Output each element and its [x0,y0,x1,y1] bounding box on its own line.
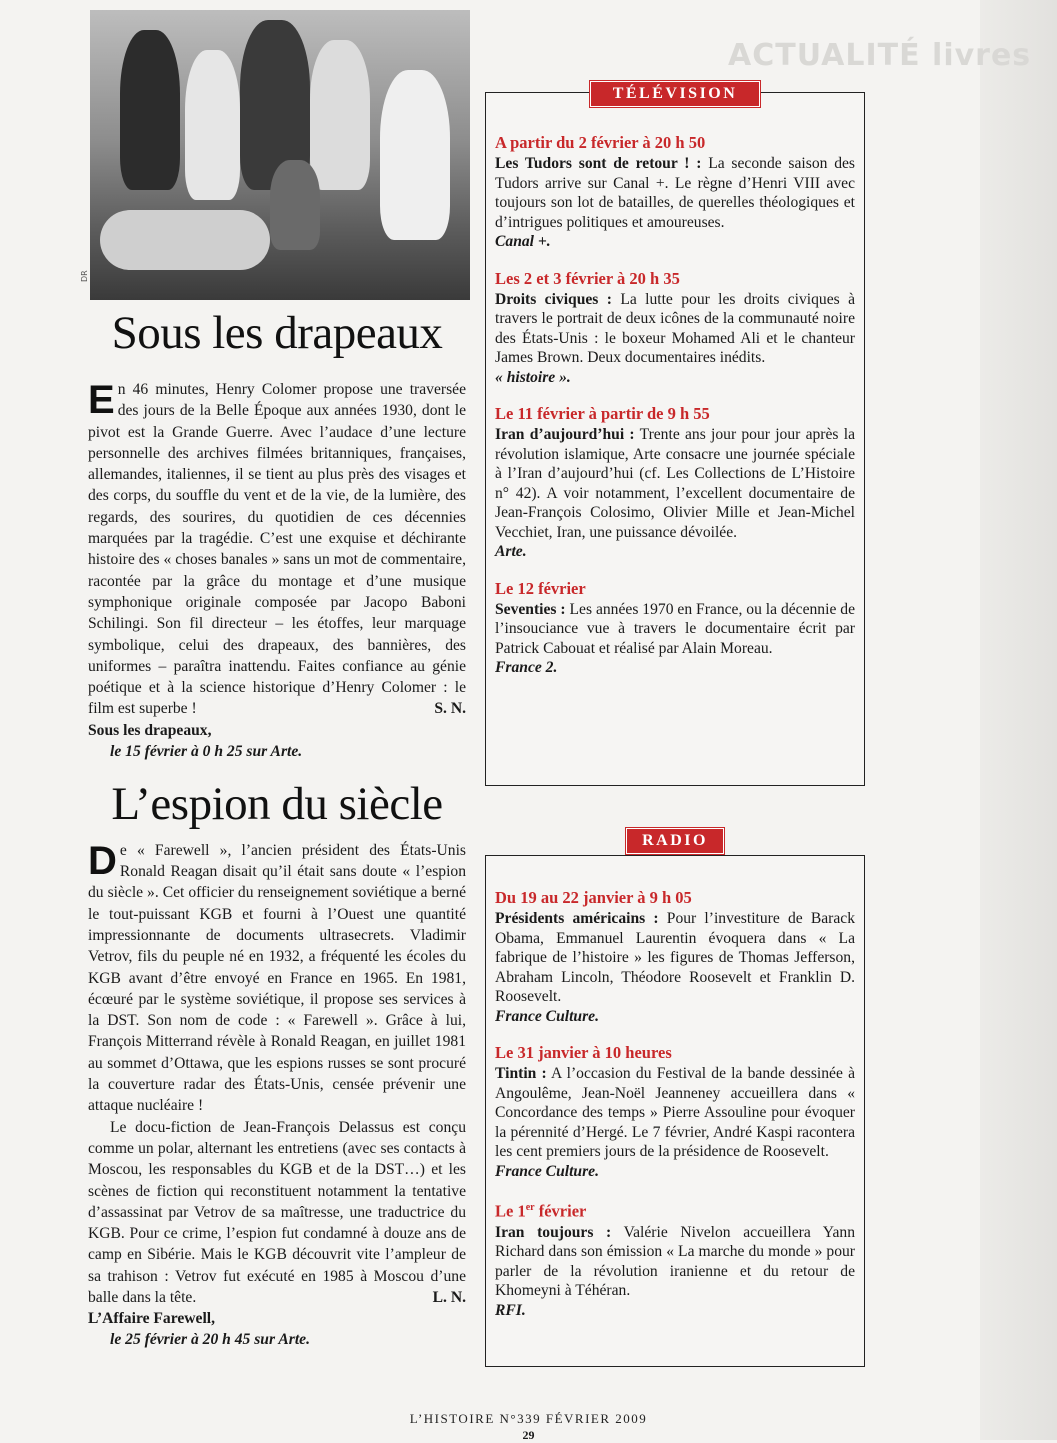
listing-date: Les 2 et 3 février à 20 h 35 [495,268,680,288]
listing-item [495,404,855,562]
listing-text: Les Tudors sont de retour ! : La seconde saison des Tudors arrive sur Canal +. Le règne d’Henri VIII avec toujours son lot de batailles, de querelles théologiques et d’intrigues politiques et amoureuses. Canal +. [495,155,855,250]
article-body: En 46 minutes, Henry Colomer propose une traversée des jours de la Belle Époque aux années 1930, dont le pivot est la Grande Guerre. Avec l’audace d’une lecture personnelle des archives filmées britanniques, françaises, allemandes, italiennes, il se tient au plus près des visages et des corps, du souffle du vent et de la vie, de la lumière, des regards, des sourires, du quotidien de ces décennies marquées par la tragédie. C’est une exquise et déchirante histoire des « choses banales » sans un mot de commentaire, racontée par la grâce du montage et d’une musique symphonique originale composée par Jacopo Baboni Schilingi. Son fil directeur – les étoffes, leur marquage symbolique, celui des drapeaux, des bannières, des uniformes – paraîtra inattendu. Faites confiance au génie poétique et à la science historique d’Henry Colomer : le film est superbe ! S. N. [88,379,466,720]
page-footer: L’HISTOIRE N°339 FÉVRIER 2009 [409,1411,648,1426]
article-title: L’espion du siècle [111,777,443,830]
listing-date: Le 12 février [495,578,586,598]
listing-text: Iran toujours : Valérie Nivelon accueillera Yann Richard dans son émission « La marche du monde » pour parler de la révolution iranienne et du retour de Khomeyni à Téhéran. RFI. [495,1223,856,1319]
article-body: Le docu-fiction de Jean-François Delassus est conçu comme un polar, alternant les entretiens (avec ses contacts à Moscou, les responsables du KGB et de la DST…) et les scènes de fiction qui reconstituent notamment la tentative d’assassinat par Vetrov de sa maîtresse, une traductrice du KGB. Pour ce crime, l’espion fut condamné à douze ans de camp en Sibérie. Mais le KGB découvrit vite l’ampleur de sa trahison : Vetrov fut exécuté en 1985 à Moscou d’une balle dans la tête. L. N. [88,1117,466,1309]
listing-channel: « histoire ». [495,368,571,386]
listing-date: Du 19 au 22 janvier à 9 h 05 [495,888,692,907]
listing-text: Iran d’aujourd’hui : Trente ans jour pour jour après la révolution islamique, Arte consacre une journée spéciale à l’Iran d’aujourd’hui (cf. Les Collections de L’Histoire n° 42). A voir notamment, l’excellent documentaire de Jean-François Colosimo, Olivier Mille et Jean-Michel Vecchiet, Iran, une puissance dévoilée. Arte. [495,426,855,560]
listing-text: Présidents américains : Pour l’investiture de Barack Obama, Emmanuel Laurentin évoquera dans « La fabrique de l’histoire » les figures de Thomas Jefferson, Abraham Lincoln, Théodore Roosevelt et Franklin D. Roosevelt. France Culture. [495,910,855,1025]
article-body: De « Farewell », l’ancien président des États-Unis Ronald Reagan disait qu’il était sans doute « l’espion du siècle ». Cet officier du renseignement soviétique a berné le tout-puissant KGB et fourni à l’Ouest une quantité impressionnante de documents ultrasecrets. Vladimir Vetrov, fils du peuple né en 1932, a fréquenté les écoles du KGB avant d’être envoyé en France en 1965. En 1981, écœuré par le système soviétique, il propose ses services à la DST. Son nom de code : « Farewell ». Grâce à lui, François Mitterrand révèle à Ronald Reagan, en juillet 1981 au sommet d’Ottawa, que les espions russes se sont procuré la couverture radar des États-Unis, censée prévenir une attaque nucléaire ! [88,838,466,1115]
listing-date: Le 1er février [495,1201,587,1221]
television-tag: TÉLÉVISION [590,81,760,107]
radio-listings [495,888,855,1337]
listing-channel: RFI. [495,1301,526,1319]
archive-photo [90,10,470,300]
listing-date: Le 31 janvier à 10 heures [495,1043,672,1062]
listing-item [495,579,855,678]
page-number: 29 [522,1428,535,1442]
program-title: L’Affaire Farewell, [88,1310,216,1328]
section-header-bleed: ACTUALITÉ livres [728,38,1032,73]
left-column [88,305,466,1350]
listing-item [495,133,855,252]
listing-date: A partir du 2 février à 20 h 50 [495,133,706,152]
article-title: Sous les drapeaux [111,307,443,359]
listing-channel: France Culture. [495,1007,599,1025]
listing-text: Droits civiques : La lutte pour les droits civiques à travers le portrait de deux icônes de la communauté noire des États-Unis : le boxeur Mohamed Ali et le chanteur James Brown. Deux documentaires inédits. « histoire ». [495,290,856,386]
television-listings [495,133,855,695]
listing-text: Seventies : Les années 1970 en France, ou la décennie de l’insouciance vue à travers le documentaire écrit par Patrick Cabouat et réalisé par Alain Moreau. France 2. [495,600,855,676]
listing-text: Tintin : A l’occasion du Festival de la bande dessinée à Angoulême, Jean-Noël Jeanneney accueillera dans « Concordance des temps » Pierre Assouline pour évoquer la pérennité d’Hergé. Le 7 février, André Kaspi racontera les cent premiers jours de la présidence de Roosevelt. France Culture. [495,1065,855,1180]
facing-page-edge [980,0,1057,1440]
listing-item [495,269,855,388]
photo-credit: DR [80,270,89,282]
listing-item [495,1043,855,1181]
radio-tag: RADIO [626,828,724,854]
listing-channel: Canal +. [495,233,551,250]
listing-channel: France 2. [495,659,558,676]
author-signature: S. N. [434,700,466,718]
program-schedule: le 15 février à 0 h 25 sur Arte. [110,742,303,760]
program-schedule: le 25 février à 20 h 45 sur Arte. [110,1331,310,1349]
listing-item [495,888,855,1026]
listing-date: Le 11 février à partir de 9 h 55 [495,404,710,423]
listing-item [495,1198,855,1320]
listing-channel: Arte. [495,543,527,560]
program-title: Sous les drapeaux, [88,721,212,739]
drop-cap: E [88,378,115,422]
listing-channel: France Culture. [495,1162,599,1180]
drop-cap: D [88,838,117,883]
author-signature: L. N. [432,1288,466,1306]
